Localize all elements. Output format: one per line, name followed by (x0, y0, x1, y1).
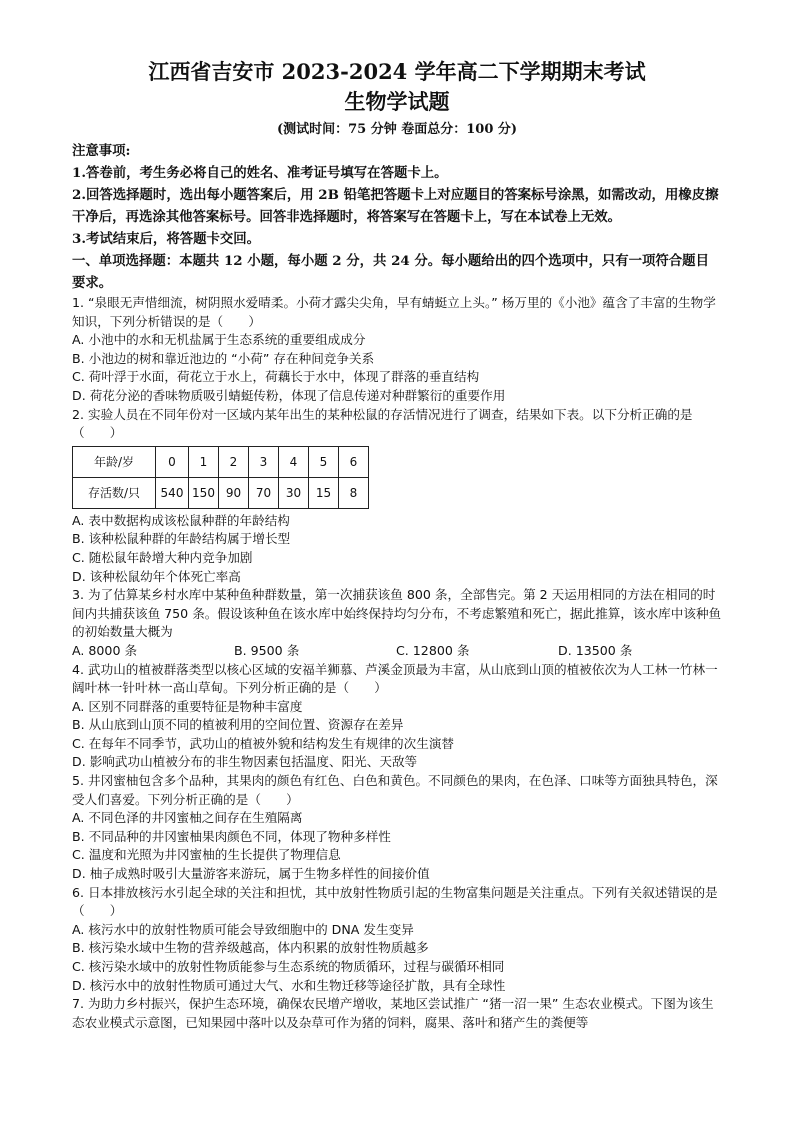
table-cell: 540 (156, 477, 189, 508)
option: C. 荷叶浮于水面，荷花立于水上，荷藕长于水中，体现了群落的垂直结构 (72, 369, 480, 385)
table-cell: 8 (339, 477, 369, 508)
option: C. 随松鼠年龄增大种内竞争加剧 (72, 549, 253, 565)
table-cell: 150 (189, 477, 219, 508)
exam-info: (测试时间：75 分钟 卷面总分：100 分) (276, 122, 518, 137)
table-cell: 3 (249, 446, 279, 477)
table-cell: 30 (279, 477, 309, 508)
option: D. 影响武功山植被分布的非生物因素包括温度、阳光、天敌等 (72, 754, 418, 770)
table-header-cell: 年龄/岁 (73, 446, 156, 477)
table-cell: 70 (249, 477, 279, 508)
option: D. 柚子成熟时吸引大量游客来游玩，属于生物多样性的间接价值 (72, 866, 430, 882)
question-stem: 5. 井冈蜜柚包含多个品种，其果肉的颜色有红色、白色和黄色。不同颜色的果肉，在色泽、口味等方面独具特色，深受人们喜爱。下列分析正确的是（ ） (72, 773, 718, 807)
option: D. 核污水中的放射性物质可通过大气、水和生物迁移等途径扩散，具有全球性 (72, 977, 506, 993)
notice-item: 2.回答选择题时，选出每小题答案后，用 2B 铅笔把答题卡上对应题目的答案标号涂黑，如需改动，用橡皮擦干净后，再选涂其他答案标号。回答非选择题时，将答案写在答题卡上，写在本试卷上无效。 (72, 187, 719, 225)
option-row (72, 642, 722, 661)
option: B. 9500 条 (234, 642, 300, 658)
question-stem: 6. 日本排放核污水引起全球的关注和担忧，其中放射性物质引起的生物富集问题是关注重点。下列有关叙述错误的是（ ） (72, 884, 718, 919)
option: D. 荷花分泌的香味物质吸引蜻蜓传粉，体现了信息传递对种群繁衍的重要作用 (72, 387, 506, 403)
option: A. 不同色泽的井冈蜜柚之间存在生殖隔离 (72, 810, 303, 826)
option: D. 该种松鼠幼年个体死亡率高 (72, 568, 241, 584)
question-stem: 1. “泉眼无声惜细流，树阴照水爱晴柔。小荷才露尖尖角，早有蜻蜓立上头。” 杨万里的《小池》蕴含了丰富的生物学知识，下列分析错误的是（ ） (72, 295, 716, 329)
question-stem: 3. 为了估算某乡村水库中某种鱼种群数量，第一次捕获该鱼 800 条，全部售完。第 2 天运用相同的方法在相同的时间内共捕获该鱼 750 条。假设该种鱼在该水库中始终保持均匀分布，不考虑繁殖和死亡，据此推算，该水库中该种鱼的初始数量大概为 (72, 587, 722, 640)
table-row (73, 446, 369, 477)
table-header-cell: 存活数/只 (73, 477, 156, 508)
exam-title: 江西省吉安市 2023-2024 学年高二下学期期末考试 (148, 59, 646, 84)
option: C. 12800 条 (396, 642, 470, 658)
option: B. 不同品种的井冈蜜柚果肉颜色不同，体现了物种多样性 (72, 828, 391, 844)
option: C. 在每年不同季节，武功山的植被外貌和结构发生有规律的次生演替 (72, 735, 455, 751)
option: A. 8000 条 (72, 642, 138, 658)
notice-item: 1.答卷前，考生务必将自己的姓名、准考证号填写在答题卡上。 (72, 165, 448, 181)
question-stem: 7. 为助力乡村振兴，保护生态环境，确保农民增产增收，某地区尝试推广 “猪一沼一果” 生态农业模式。下图为该生态农业模式示意图，已知果园中落叶以及杂草可作为猪的饲料，腐果、落叶和猪产生的粪便等 (72, 996, 714, 1030)
option: A. 表中数据构成该松鼠种群的年龄结构 (72, 512, 290, 528)
table-cell: 2 (219, 446, 249, 477)
option: D. 13500 条 (558, 642, 633, 658)
option: A. 区别不同群落的重要特征是物种丰富度 (72, 698, 303, 714)
table-row (73, 477, 369, 508)
subject-title: 生物学试题 (344, 89, 450, 114)
question-stem: 4. 武功山的植被群落类型以核心区域的安福羊狮慕、芦溪金顶最为丰富，从山底到山顶的植被依次为人工林一竹林一阔叶林一针叶林一高山草甸。下列分析正确的是（ ） (72, 661, 718, 696)
option: B. 核污染水域中生物的营养级越高，体内积累的放射性物质越多 (72, 940, 429, 956)
table-cell: 6 (339, 446, 369, 477)
exam-page (72, 58, 722, 1032)
table-cell: 4 (279, 446, 309, 477)
table-cell: 15 (309, 477, 339, 508)
option: B. 从山底到山顶不同的植被利用的空间位置、资源存在差异 (72, 717, 404, 733)
question-stem: 2. 实验人员在不同年份对一区域内某年出生的某种松鼠的存活情况进行了调查，结果如下表。以下分析正确的是（ ） (72, 406, 693, 441)
table-cell: 5 (309, 446, 339, 477)
notice-heading: 注意事项: (72, 143, 131, 159)
section-heading: 一、单项选择题：本题共 12 小题，每小题 2 分，共 24 分。每小题给出的四个选项中，只有一项符合题目要求。 (72, 253, 709, 291)
option: C. 温度和光照为井冈蜜柚的生长提供了物理信息 (72, 847, 341, 863)
option: B. 小池边的树和靠近池边的 “小荷” 存在种间竞争关系 (72, 350, 375, 366)
option: A. 小池中的水和无机盐属于生态系统的重要组成成分 (72, 332, 366, 348)
option: A. 核污水中的放射性物质可能会导致细胞中的 DNA 发生变异 (72, 921, 414, 937)
survival-table (72, 446, 369, 509)
table-cell: 0 (156, 446, 189, 477)
table-cell: 90 (219, 477, 249, 508)
option: C. 核污染水域中的放射性物质能参与生态系统的物质循环，过程与碳循环相同 (72, 959, 505, 974)
notice-item: 3.考试结束后，将答题卡交回。 (72, 231, 261, 247)
table-cell: 1 (189, 446, 219, 477)
option: B. 该种松鼠种群的年龄结构属于增长型 (72, 531, 291, 547)
